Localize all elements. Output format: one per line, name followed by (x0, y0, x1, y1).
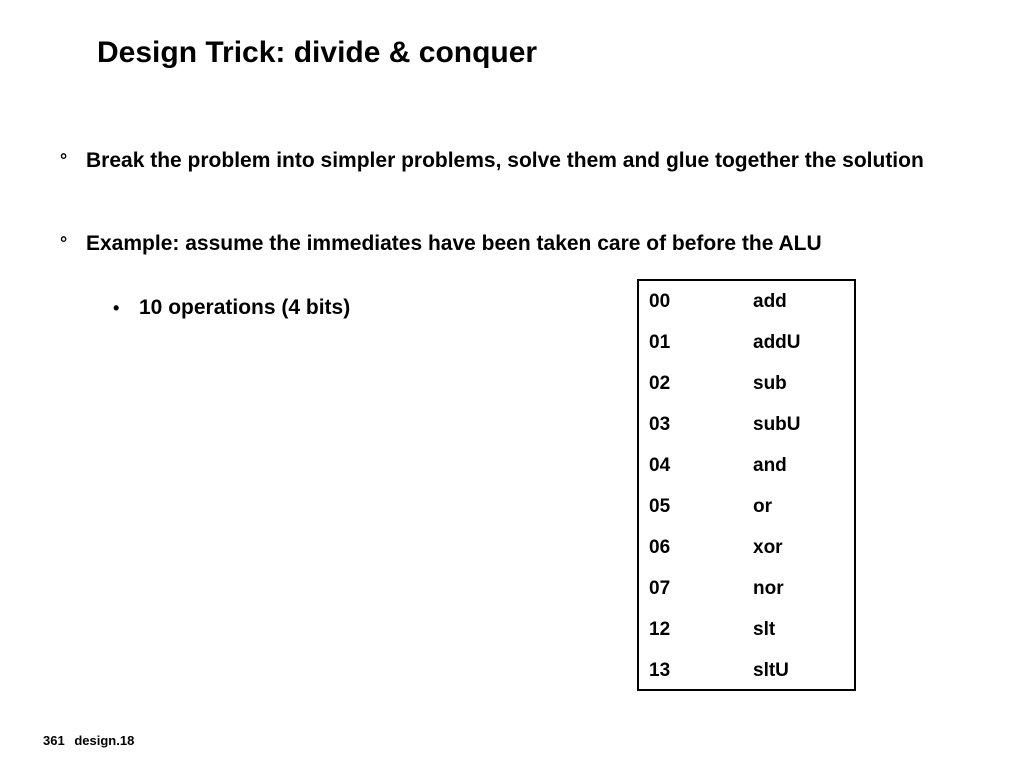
course-number: 361 (43, 733, 65, 748)
op-code: 04 (649, 455, 671, 476)
table-row (639, 363, 854, 404)
op-name: nor (753, 578, 784, 599)
op-name: slt (753, 619, 776, 640)
op-name: sub (753, 373, 787, 394)
op-name: addU (753, 332, 801, 353)
op-code: 05 (649, 496, 671, 517)
table-row (639, 445, 854, 486)
operations-table (637, 279, 856, 691)
degree-bullet-icon: ° (60, 150, 68, 170)
op-code: 12 (649, 619, 671, 640)
table-row (639, 527, 854, 568)
bullet-text: Example: assume the immediates have been taken care of before the ALU (86, 232, 822, 255)
table-row (639, 404, 854, 445)
bullet-text: Break the problem into simpler problems, solve them and glue together the solution (86, 149, 924, 172)
op-code: 02 (649, 373, 671, 394)
op-code: 07 (649, 578, 671, 599)
op-name: add (753, 291, 787, 312)
sub-bullet-operations (113, 294, 350, 322)
op-name: sltU (753, 660, 789, 681)
op-code: 00 (649, 291, 671, 312)
slide-title: Design Trick: divide & conquer (97, 36, 538, 69)
slide-id: design.18 (74, 733, 135, 748)
op-name: xor (753, 537, 783, 558)
table-row (639, 322, 854, 363)
op-code: 13 (649, 660, 671, 681)
slide-footer (43, 733, 134, 749)
op-code: 06 (649, 537, 671, 558)
op-name: or (753, 496, 772, 517)
table-row (639, 609, 854, 650)
sub-bullet-text: 10 operations (4 bits) (139, 296, 351, 319)
degree-bullet-icon: ° (60, 233, 68, 253)
bullet-example (60, 230, 960, 257)
table-row (639, 281, 854, 322)
op-name: subU (753, 414, 801, 435)
op-code: 03 (649, 414, 671, 435)
dot-bullet-icon: • (113, 298, 120, 318)
table-row (639, 650, 854, 691)
op-code: 01 (649, 332, 671, 353)
bullet-break-problem (60, 147, 960, 174)
op-name: and (753, 455, 787, 476)
table-row (639, 486, 854, 527)
table-row (639, 568, 854, 609)
